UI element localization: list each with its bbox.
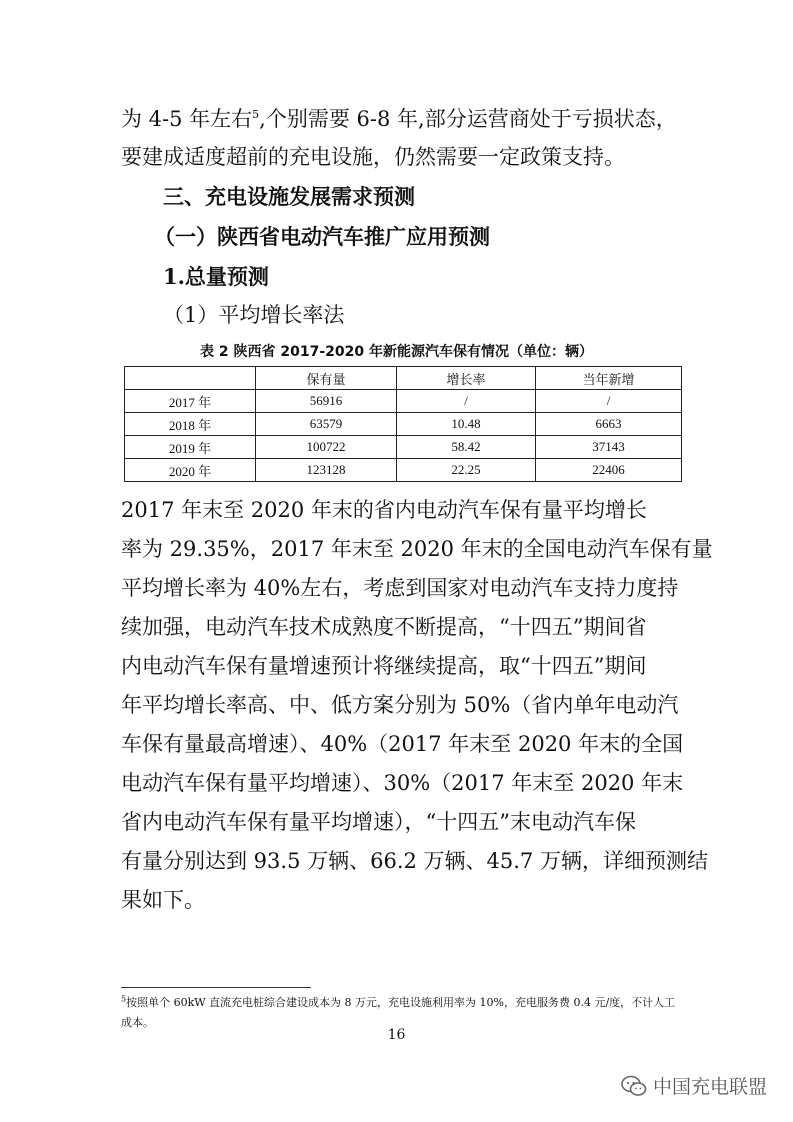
watermark: [621, 1072, 767, 1099]
table-cell: 56916: [256, 390, 397, 413]
table-header-cell: [125, 367, 256, 390]
paragraph-line: 车保有量最高增速）、40%（2017 年末至 2020 年末的全国: [121, 732, 684, 756]
table-caption: 表 2 陕西省 2017-2020 年新能源汽车保有情况（单位：辆）: [200, 344, 593, 360]
body-line-1-start: 为 4-5 年左右: [121, 107, 253, 131]
paragraph-line: 续加强，电动汽车技术成熟度不断提高，“十四五”期间省: [121, 615, 647, 639]
table-cell: 2020 年: [125, 459, 256, 482]
footnote-divider: [121, 987, 311, 988]
table-header-cell: 当年新增: [536, 367, 682, 390]
footnote-text: 按照单个 60kW 直流充电桩综合建设成本为 8 万元，充电设施利用率为 10%，充电服务费 0.4 元/度，不计人工成本。: [121, 996, 676, 1029]
body-line-1: [121, 102, 677, 136]
footnote-mark: 5: [121, 994, 127, 1004]
paragraph-line: 电动汽车保有量平均增速）、30%（2017 年末至 2020 年末: [121, 771, 684, 795]
body-line-2: 要建成适度超前的充电设施，仍然需要一定政策支持。: [121, 145, 625, 169]
watermark-text: 中国充电联盟: [652, 1076, 767, 1098]
table-cell: 22.25: [397, 459, 536, 482]
paragraph-line: 有量分别达到 93.5 万辆、66.2 万辆、45.7 万辆，详细预测结: [121, 849, 708, 873]
table-cell: 37143: [536, 436, 682, 459]
method-heading: （1）平均增长率法: [163, 303, 345, 327]
paragraph-line: 省内电动汽车保有量平均增速），“十四五”末电动汽车保: [121, 810, 636, 834]
section-heading: 三、充电设施发展需求预测: [163, 185, 415, 209]
table-cell: 2018 年: [125, 413, 256, 436]
table-cell: 2017 年: [125, 390, 256, 413]
table-cell: /: [397, 390, 536, 413]
subsection-heading: （一）陕西省电动汽车推广应用预测: [154, 225, 490, 249]
table-header-cell: 保有量: [256, 367, 397, 390]
table-cell: 100722: [256, 436, 397, 459]
table-row: [125, 459, 682, 482]
paragraph-line: 平均增长率为 40%左右，考虑到国家对电动汽车支持力度持: [121, 576, 679, 600]
table-cell: /: [536, 390, 682, 413]
data-table: [124, 366, 682, 482]
table-cell: 6663: [536, 413, 682, 436]
table-cell: 123128: [256, 459, 397, 482]
table-cell: 10.48: [397, 413, 536, 436]
table-row: [125, 390, 682, 413]
paragraph-line: 率为 29.35%，2017 年末至 2020 年末的全国电动汽车保有量: [121, 537, 713, 561]
body-line-1-end: ,个别需要 6-8 年,部分运营商处于亏损状态，: [259, 107, 677, 131]
table-cell: 63579: [256, 413, 397, 436]
paragraph-line: 年平均增长率高、中、低方案分别为 50%（省内单年电动汽: [121, 693, 679, 717]
table-cell: 58.42: [397, 436, 536, 459]
paragraph-line: 果如下。: [121, 888, 205, 912]
wechat-icon: [621, 1075, 647, 1097]
paragraph-line: 2017 年末至 2020 年末的省内电动汽车保有量平均增长: [121, 498, 647, 522]
table-cell: 22406: [536, 459, 682, 482]
table-row: [125, 413, 682, 436]
table-header-cell: 增长率: [397, 367, 536, 390]
table-cell: 2019 年: [125, 436, 256, 459]
table-header-row: [125, 367, 682, 390]
page-number: 16: [387, 1027, 406, 1043]
table-row: [125, 436, 682, 459]
subsubsection-heading: 1.总量预测: [163, 264, 269, 289]
footnote-reference[interactable]: 5: [252, 108, 260, 121]
paragraph-line: 内电动汽车保有量增速预计将继续提高，取“十四五”期间: [121, 654, 647, 678]
